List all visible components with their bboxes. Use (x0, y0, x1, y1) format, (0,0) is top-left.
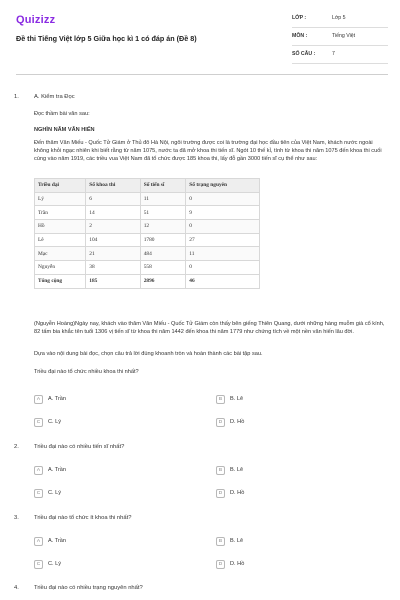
answer-option-a[interactable] (34, 536, 66, 546)
worksheet-title: Đề thi Tiếng Việt lớp 5 Giữa học kì 1 có đáp án (Đề 8) (16, 34, 197, 43)
table-header-cell: Triều đại (35, 179, 86, 193)
table-cell: Hồ (35, 220, 86, 234)
question-number: 4. (14, 585, 19, 591)
table-row (35, 206, 260, 220)
option-letter-box: D (216, 489, 225, 498)
option-text: D. Hồ (230, 419, 245, 425)
answer-option-b[interactable] (216, 536, 243, 546)
answer-option-d[interactable] (216, 417, 244, 427)
option-letter-box: A (34, 537, 43, 546)
task-instruction: Dựa vào nội dung bài đọc, chọn câu trả lời đúng khoanh tròn và hoàn thành các bài tập sau. (34, 351, 263, 357)
answer-option-b[interactable] (216, 394, 243, 404)
option-letter-box: D (216, 418, 225, 427)
question-text: Triều đại nào tổ chức ít khoa thi nhất? (34, 515, 132, 521)
table-header-cell: Số tiến sĩ (140, 179, 186, 193)
question-text: Triều đại nào có nhiều trạng nguyên nhất? (34, 585, 143, 591)
option-letter-box: B (216, 537, 225, 546)
table-row (35, 220, 260, 234)
table-cell: 0 (186, 192, 260, 206)
worksheet-meta (292, 13, 388, 67)
table-cell: 104 (86, 233, 140, 247)
question-text: Triều đại nào có nhiều tiến sĩ nhất? (34, 444, 125, 450)
table-cell: 51 (140, 206, 186, 220)
meta-label: LỚP : (292, 15, 307, 21)
table-cell: 9 (186, 206, 260, 220)
table-cell: 558 (140, 261, 186, 275)
meta-row-class (292, 13, 388, 28)
table-cell: 11 (186, 247, 260, 261)
table-cell: Trần (35, 206, 86, 220)
table-cell: 185 (86, 274, 140, 288)
instruction: Đọc thầm bài văn sau: (34, 111, 90, 117)
table-cell: 11 (140, 192, 186, 206)
table-row (35, 247, 260, 261)
meta-value: 7 (332, 51, 335, 57)
meta-value: Tiếng Việt (332, 33, 356, 39)
table-cell: Nguyễn (35, 261, 86, 275)
answer-option-a[interactable] (34, 394, 66, 404)
answer-option-c[interactable] (34, 488, 61, 498)
answer-option-c[interactable] (34, 417, 61, 427)
table-header-cell: Số trạng nguyên (186, 179, 260, 193)
question-number: 3. (14, 515, 19, 521)
passage-title: NGHÌN NĂM VĂN HIẾN (34, 127, 95, 133)
option-letter-box: A (34, 466, 43, 475)
meta-label: MÔN : (292, 33, 308, 39)
answer-option-a[interactable] (34, 465, 66, 475)
quizizz-logo: Quizizz (16, 14, 56, 26)
option-text: A. Trần (48, 467, 67, 473)
meta-row-subject (292, 31, 388, 46)
table-cell: 12 (140, 220, 186, 234)
header-divider (16, 74, 388, 75)
option-text: C. Lý (48, 419, 62, 425)
table-row (35, 233, 260, 247)
table-row (35, 192, 260, 206)
option-letter-box: B (216, 395, 225, 404)
option-text: D. Hồ (230, 490, 245, 496)
table-cell: Mạc (35, 247, 86, 261)
table-row (35, 261, 260, 275)
table-cell: Lê (35, 233, 86, 247)
answer-option-d[interactable] (216, 488, 244, 498)
answer-option-c[interactable] (34, 559, 61, 569)
table-cell: 21 (86, 247, 140, 261)
worksheet-header (0, 0, 400, 74)
table-cell: 14 (86, 206, 140, 220)
option-text: B. Lê (230, 538, 244, 544)
option-letter-box: D (216, 560, 225, 569)
answer-option-d[interactable] (216, 559, 244, 569)
table-cell: 0 (186, 220, 260, 234)
table-cell: 27 (186, 233, 260, 247)
table-cell: Lý (35, 192, 86, 206)
meta-label: SỐ CÂU : (292, 51, 316, 57)
passage-continuation: (Nguyễn Hoàng)Ngày nay, khách vào thăm Văn Miếu - Quốc Tử Giám còn thấy bên giếng Thiên Quang, dưới những hàng muỗm già cổ kính, 82 tấm bia khắc tên tuổi 1306 vị tiến sĩ từ khoa thi năm 1442 đến khoa thi năm 1779 như chứng tích về một nền văn hiến lâu đời. (34, 321, 385, 336)
table-cell: 2896 (140, 274, 186, 288)
table-cell: 2 (86, 220, 140, 234)
option-text: D. Hồ (230, 561, 245, 567)
table-header-row (35, 179, 260, 193)
meta-value: Lớp 5 (332, 15, 346, 21)
question-text: Triều đại nào tổ chức nhiều khoa thi nhất? (34, 369, 139, 375)
question-number: 1. (14, 94, 19, 100)
option-letter-box: C (34, 560, 43, 569)
table-cell: Tổng cộng (35, 274, 86, 288)
option-letter-box: C (34, 489, 43, 498)
passage-text: Đến thăm Văn Miếu - Quốc Tử Giám ở Thủ đô Hà Nội, ngôi trường được coi là trường đại học đầu tiên của Việt Nam, khách nước ngoài không khỏi ngạc nhiên khi biết rằng từ năm 1075, nước ta đã mở khoa thi tiến sĩ. Ngót 10 thế kỉ, tính từ khoa thi năm 1075 đến khoa thi cuối cùng vào năm 1919, các triều vua Việt Nam đã tổ chức được 185 khoa thi, lấy đỗ gần 3000 tiến sĩ cụ thể như sau: (34, 140, 382, 163)
table-cell: 1780 (140, 233, 186, 247)
table-cell: 0 (186, 261, 260, 275)
table-cell: 484 (140, 247, 186, 261)
table-cell: 38 (86, 261, 140, 275)
option-letter-box: B (216, 466, 225, 475)
table-total-row (35, 274, 260, 288)
option-text: B. Lê (230, 396, 244, 402)
option-letter-box: A (34, 395, 43, 404)
option-text: B. Lê (230, 467, 244, 473)
meta-row-count (292, 49, 388, 64)
option-text: C. Lý (48, 561, 62, 567)
option-text: C. Lý (48, 490, 62, 496)
table-header-cell: Số khoa thi (86, 179, 140, 193)
option-text: A. Trần (48, 538, 67, 544)
option-letter-box: C (34, 418, 43, 427)
question-number: 2. (14, 444, 19, 450)
table-cell: 46 (186, 274, 260, 288)
exam-stats-table (34, 178, 260, 289)
option-text: A. Trần (48, 396, 67, 402)
answer-option-b[interactable] (216, 465, 243, 475)
section-heading: A. Kiểm tra Đọc (34, 94, 75, 100)
table-cell: 6 (86, 192, 140, 206)
